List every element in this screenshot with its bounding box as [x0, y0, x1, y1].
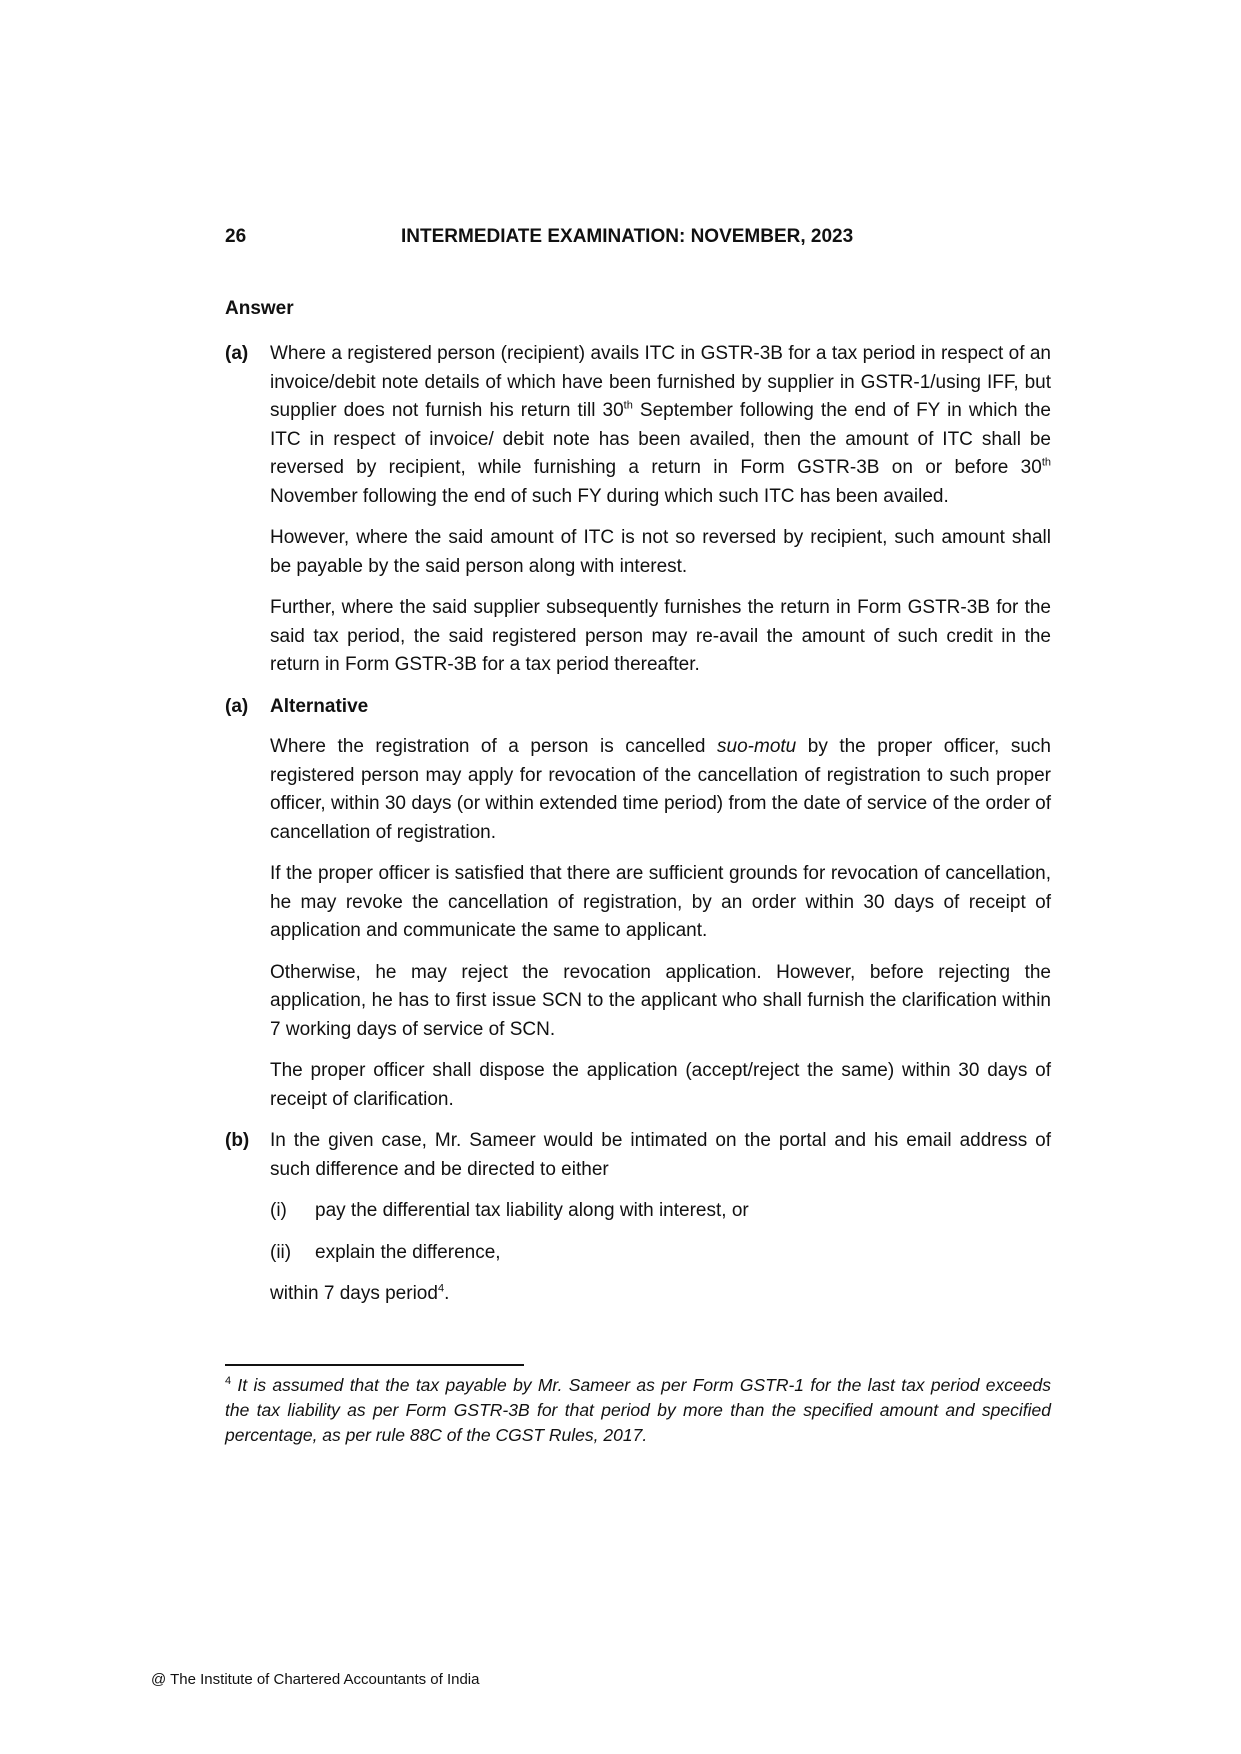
- footnote-marker: 4: [225, 1375, 232, 1388]
- part-a-alt-paragraph-2: If the proper officer is satisfied that there are sufficient grounds for revocation of cancellation, he may revoke the cancellation of registration, by an order within 30 days of receipt of application and communicate the same to applicant.: [270, 863, 1051, 941]
- part-a-alt-paragraph-3: Otherwise, he may reject the revocation application. However, before rejecting the application, he has to first issue SCN to the applicant who shall furnish the clarification within 7 working days of service of SCN.: [270, 961, 1051, 1040]
- page-footer: @ The Institute of Chartered Accountants of India: [151, 1671, 480, 1688]
- sub-item-text: explain the difference,: [315, 1241, 501, 1263]
- answer-part-a-alternative: [225, 693, 1051, 1115]
- footnote: [225, 1373, 1051, 1448]
- answer-heading: Answer: [225, 298, 294, 319]
- answer-part-a: [225, 340, 1051, 680]
- part-a-paragraph-2: However, where the said amount of ITC is not so reversed by recipient, such amount shall be payable by the said person along with interest.: [270, 527, 1051, 577]
- sub-item-text: pay the differential tax liability along with interest, or: [315, 1200, 749, 1221]
- part-a-paragraph-3: Further, where the said supplier subsequently furnishes the return in Form GSTR-3B for the said tax period, the said registered person may re-avail the amount of such credit in the return in Form GSTR-3B for a tax period thereafter.: [270, 597, 1051, 675]
- sub-item-label: (ii): [270, 1241, 292, 1263]
- part-b-sub-item: [270, 1239, 1051, 1268]
- answer-part-b: [225, 1127, 1051, 1309]
- sub-item-label: (i): [270, 1200, 287, 1221]
- part-b-label: (b): [225, 1130, 250, 1151]
- part-b-closing: within 7 days period$^4$.: [270, 1282, 450, 1304]
- exam-title: INTERMEDIATE EXAMINATION: NOVEMBER, 2023: [401, 226, 854, 247]
- page-header: [225, 226, 1051, 252]
- answer-body: [225, 340, 1051, 1322]
- part-a-alt-paragraph-4: The proper officer shall dispose the application (accept/reject the same) within 30 days of receipt of clarification.: [270, 1060, 1051, 1110]
- part-a-label: (a): [225, 343, 249, 364]
- page-number: 26: [225, 226, 247, 247]
- footnote-reference: 4: [437, 1282, 445, 1295]
- part-b-sub-item: [270, 1197, 1051, 1226]
- footnote-text: It is assumed that the tax payable by Mr. Sameer as per Form GSTR-1 for the last tax period exceeds the tax liability as per Form GSTR-3B for that period by more than the specified amount and specified percentage, as per rule 88C of the CGST Rules, 2017.: [225, 1375, 1051, 1445]
- part-a-alt-title: Alternative: [270, 695, 369, 717]
- part-a-paragraph-1: Where a registered person (recipient) avails ITC in GSTR-3B for a tax period in respect of an invoice/debit note details of which have been furnished by supplier in GSTR-1/using IFF, but supplier does not furnish his return till 30th September following the end of FY in which the ITC in respect of invoice/ debit note has been availed, then the amount of ITC shall be reversed by recipient, while furnishing a return in Form GSTR-3B on or before 30th November following the end of such FY during which such ITC has been availed.: [270, 343, 1051, 507]
- footnote-divider: [225, 1364, 524, 1366]
- part-b-paragraph-1: In the given case, Mr. Sameer would be intimated on the portal and his email address of such difference and be directed to either: [270, 1130, 1051, 1180]
- part-a-alt-paragraph-1: Where the registration of a person is cancelled suo-motu by the proper officer, such registered person may apply for revocation of the cancellation of registration to such proper officer, within 30 days (or within extended time period) from the date of service of the order of cancellation of registration.: [270, 736, 1051, 843]
- part-a-alt-label: (a): [225, 695, 249, 717]
